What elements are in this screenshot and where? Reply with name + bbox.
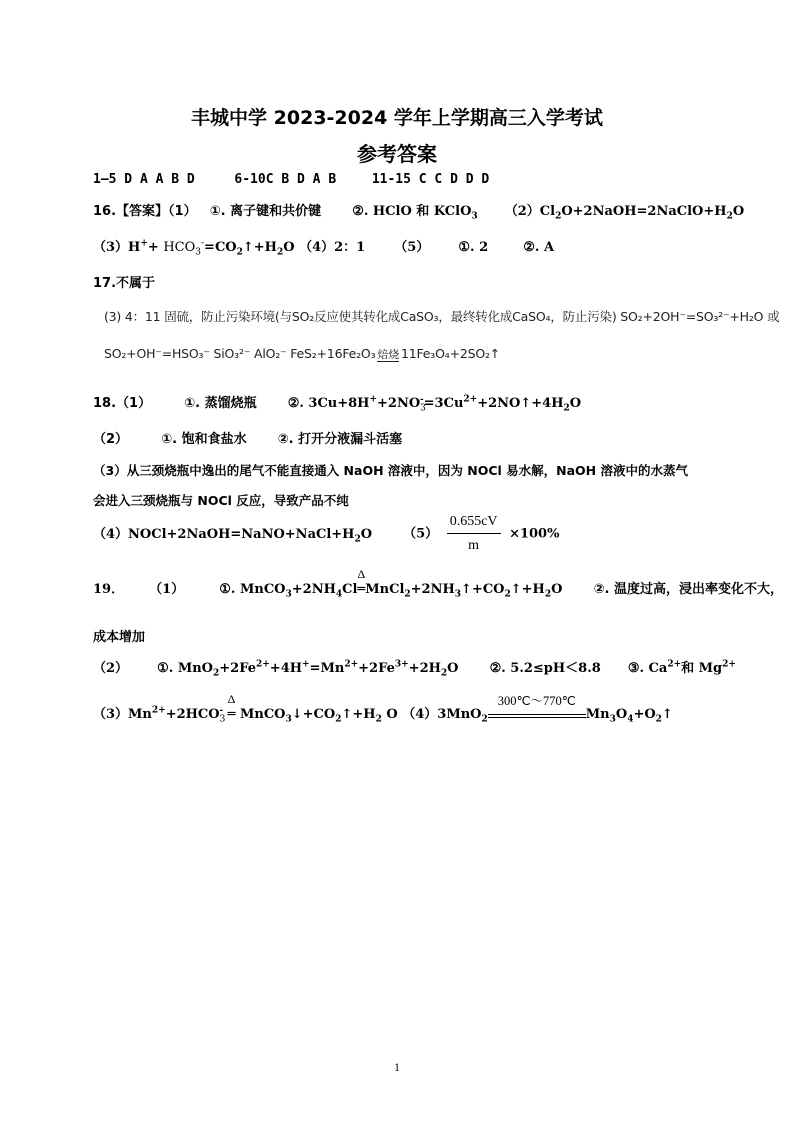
exam-title: 丰城中学 2023-2024 学年上学期高三入学考试 bbox=[191, 107, 603, 129]
q19-3-ans: $(3)Mn^{2+}+2HCO_3^-$ Δ ═ $MnCO_3↓+CO_2↑+H_2$ bbox=[93, 692, 382, 725]
q19-1-label: （1） bbox=[149, 582, 185, 597]
q18-3-line1: （3）从三颈烧瓶中逸出的尾气不能直接通入 NaOH 溶液中，因为 NOCl 易水解，NaOH 溶液中的水蒸气 bbox=[93, 463, 688, 478]
q19-line2: 成本增加 bbox=[93, 630, 146, 645]
q17-head: 17.不属于 bbox=[93, 276, 156, 291]
q19-line1 bbox=[93, 567, 783, 600]
q19-2-ans2: ②. 5.2≤pH＜8.8 bbox=[489, 661, 601, 676]
q18-3-line2: 会进入三颈烧瓶与 NOCl 反应，导致产品不纯 bbox=[93, 493, 349, 508]
q19-1-ans2: ②. 温度过高，浸出率变化不大， bbox=[593, 582, 783, 597]
q19-1-ans1: ①. $MnCO_3+2NH_4Cl$ Δ $═MnCl_2+2NH_3↑+CO_2↑+H_2O$ bbox=[219, 567, 563, 600]
q18-5-percent: ×100% bbox=[509, 526, 560, 542]
q19-2-ans3: ③. $Ca^{2+}$和 $Mg^{2+}$ bbox=[627, 659, 736, 676]
mc-answers-row bbox=[93, 172, 489, 187]
q16-line2 bbox=[93, 236, 554, 258]
q16-5-label: （5） bbox=[394, 240, 430, 255]
q18-1-ans1: ①. 蒸馏烧瓶 bbox=[184, 396, 257, 411]
q18-line2 bbox=[93, 428, 402, 447]
q19-2-label: （2） bbox=[93, 661, 129, 676]
q18-2-ans2: ②. 打开分液漏斗活塞 bbox=[277, 432, 403, 447]
q18-5-label: （5） bbox=[403, 526, 439, 542]
q19-2-ans1: ①. $MnO_2+2Fe^{2+}+4H^+=Mn^{2+}+2Fe^{3+}+2H_2O$ bbox=[157, 659, 459, 679]
q16-label: 16.【答案】（1） bbox=[93, 204, 197, 219]
q16-1-ans2: ②. HClO 和 KClO$_3$ bbox=[352, 204, 478, 222]
q18-4-ans: $(4)NOCl+2NaOH=NaNO+NaCl+H_2O$ bbox=[93, 526, 373, 545]
q18-1-ans2: ②. $3Cu+8H^++2NO_3^-=3Cu^{2+}+2NO↑+4H_2O$ bbox=[287, 394, 582, 414]
q16-2-ans: $(2)Cl_2O+2NaOH=2NaClO+H_2O$ bbox=[504, 204, 745, 222]
q19-label: 19． bbox=[93, 582, 125, 597]
mc-answers-11-15: 11-15 C C D D D bbox=[371, 172, 490, 187]
q18-2-ans1: ①. 饱和食盐水 bbox=[161, 432, 247, 447]
q16-line1 bbox=[93, 200, 744, 222]
q18-line1 bbox=[93, 392, 581, 414]
q17-scan-line1: (3) 4：11 固硫，防止污染环境(与SO₂反应使其转化成CaSO₃，最终转化成CaSO₄，防止污染) SO₂+2OH⁻=SO₃²⁻+H₂O 或 bbox=[104, 309, 780, 324]
page-number: 1 bbox=[394, 1060, 400, 1074]
mc-answers-6-10: 6-10C B D A B bbox=[234, 172, 337, 187]
q18-label: 18.（1） bbox=[93, 396, 152, 411]
q18-line5 bbox=[93, 514, 559, 554]
q19-line3 bbox=[93, 657, 736, 679]
q16-5-ans2: ②. A bbox=[523, 240, 555, 255]
q16-5-ans1: ①. 2 bbox=[458, 240, 489, 255]
q18-2-label: （2） bbox=[93, 432, 129, 447]
mc-answers-1-5: 1—5 D A A B D bbox=[93, 172, 195, 187]
q17-scan-line2: SO₂+OH⁻=HSO₃⁻ SiO₃²⁻ AlO₂⁻ FeS₂+16Fe₂O₃ 焙烧 11Fe₃O₄+2SO₂↑ bbox=[104, 346, 501, 361]
q19-4-ans: O （4）3MnO$_2$ 300℃～770℃ $Mn_3O_4+O_2↑$ bbox=[386, 694, 673, 725]
q16-3-ans: $(3)H^++ HCO_3^-=CO_2↑+H_2O$ （4）2：1 bbox=[93, 238, 366, 258]
fraction-denominator: m bbox=[468, 538, 480, 553]
q16-1-ans1: ①. 离子键和共价键 bbox=[209, 204, 322, 219]
fraction-numerator: 0.655cV bbox=[447, 514, 501, 534]
q18-5-fraction bbox=[447, 514, 501, 554]
answer-key-subtitle: 参考答案 bbox=[357, 142, 437, 166]
q19-line4 bbox=[93, 692, 673, 725]
